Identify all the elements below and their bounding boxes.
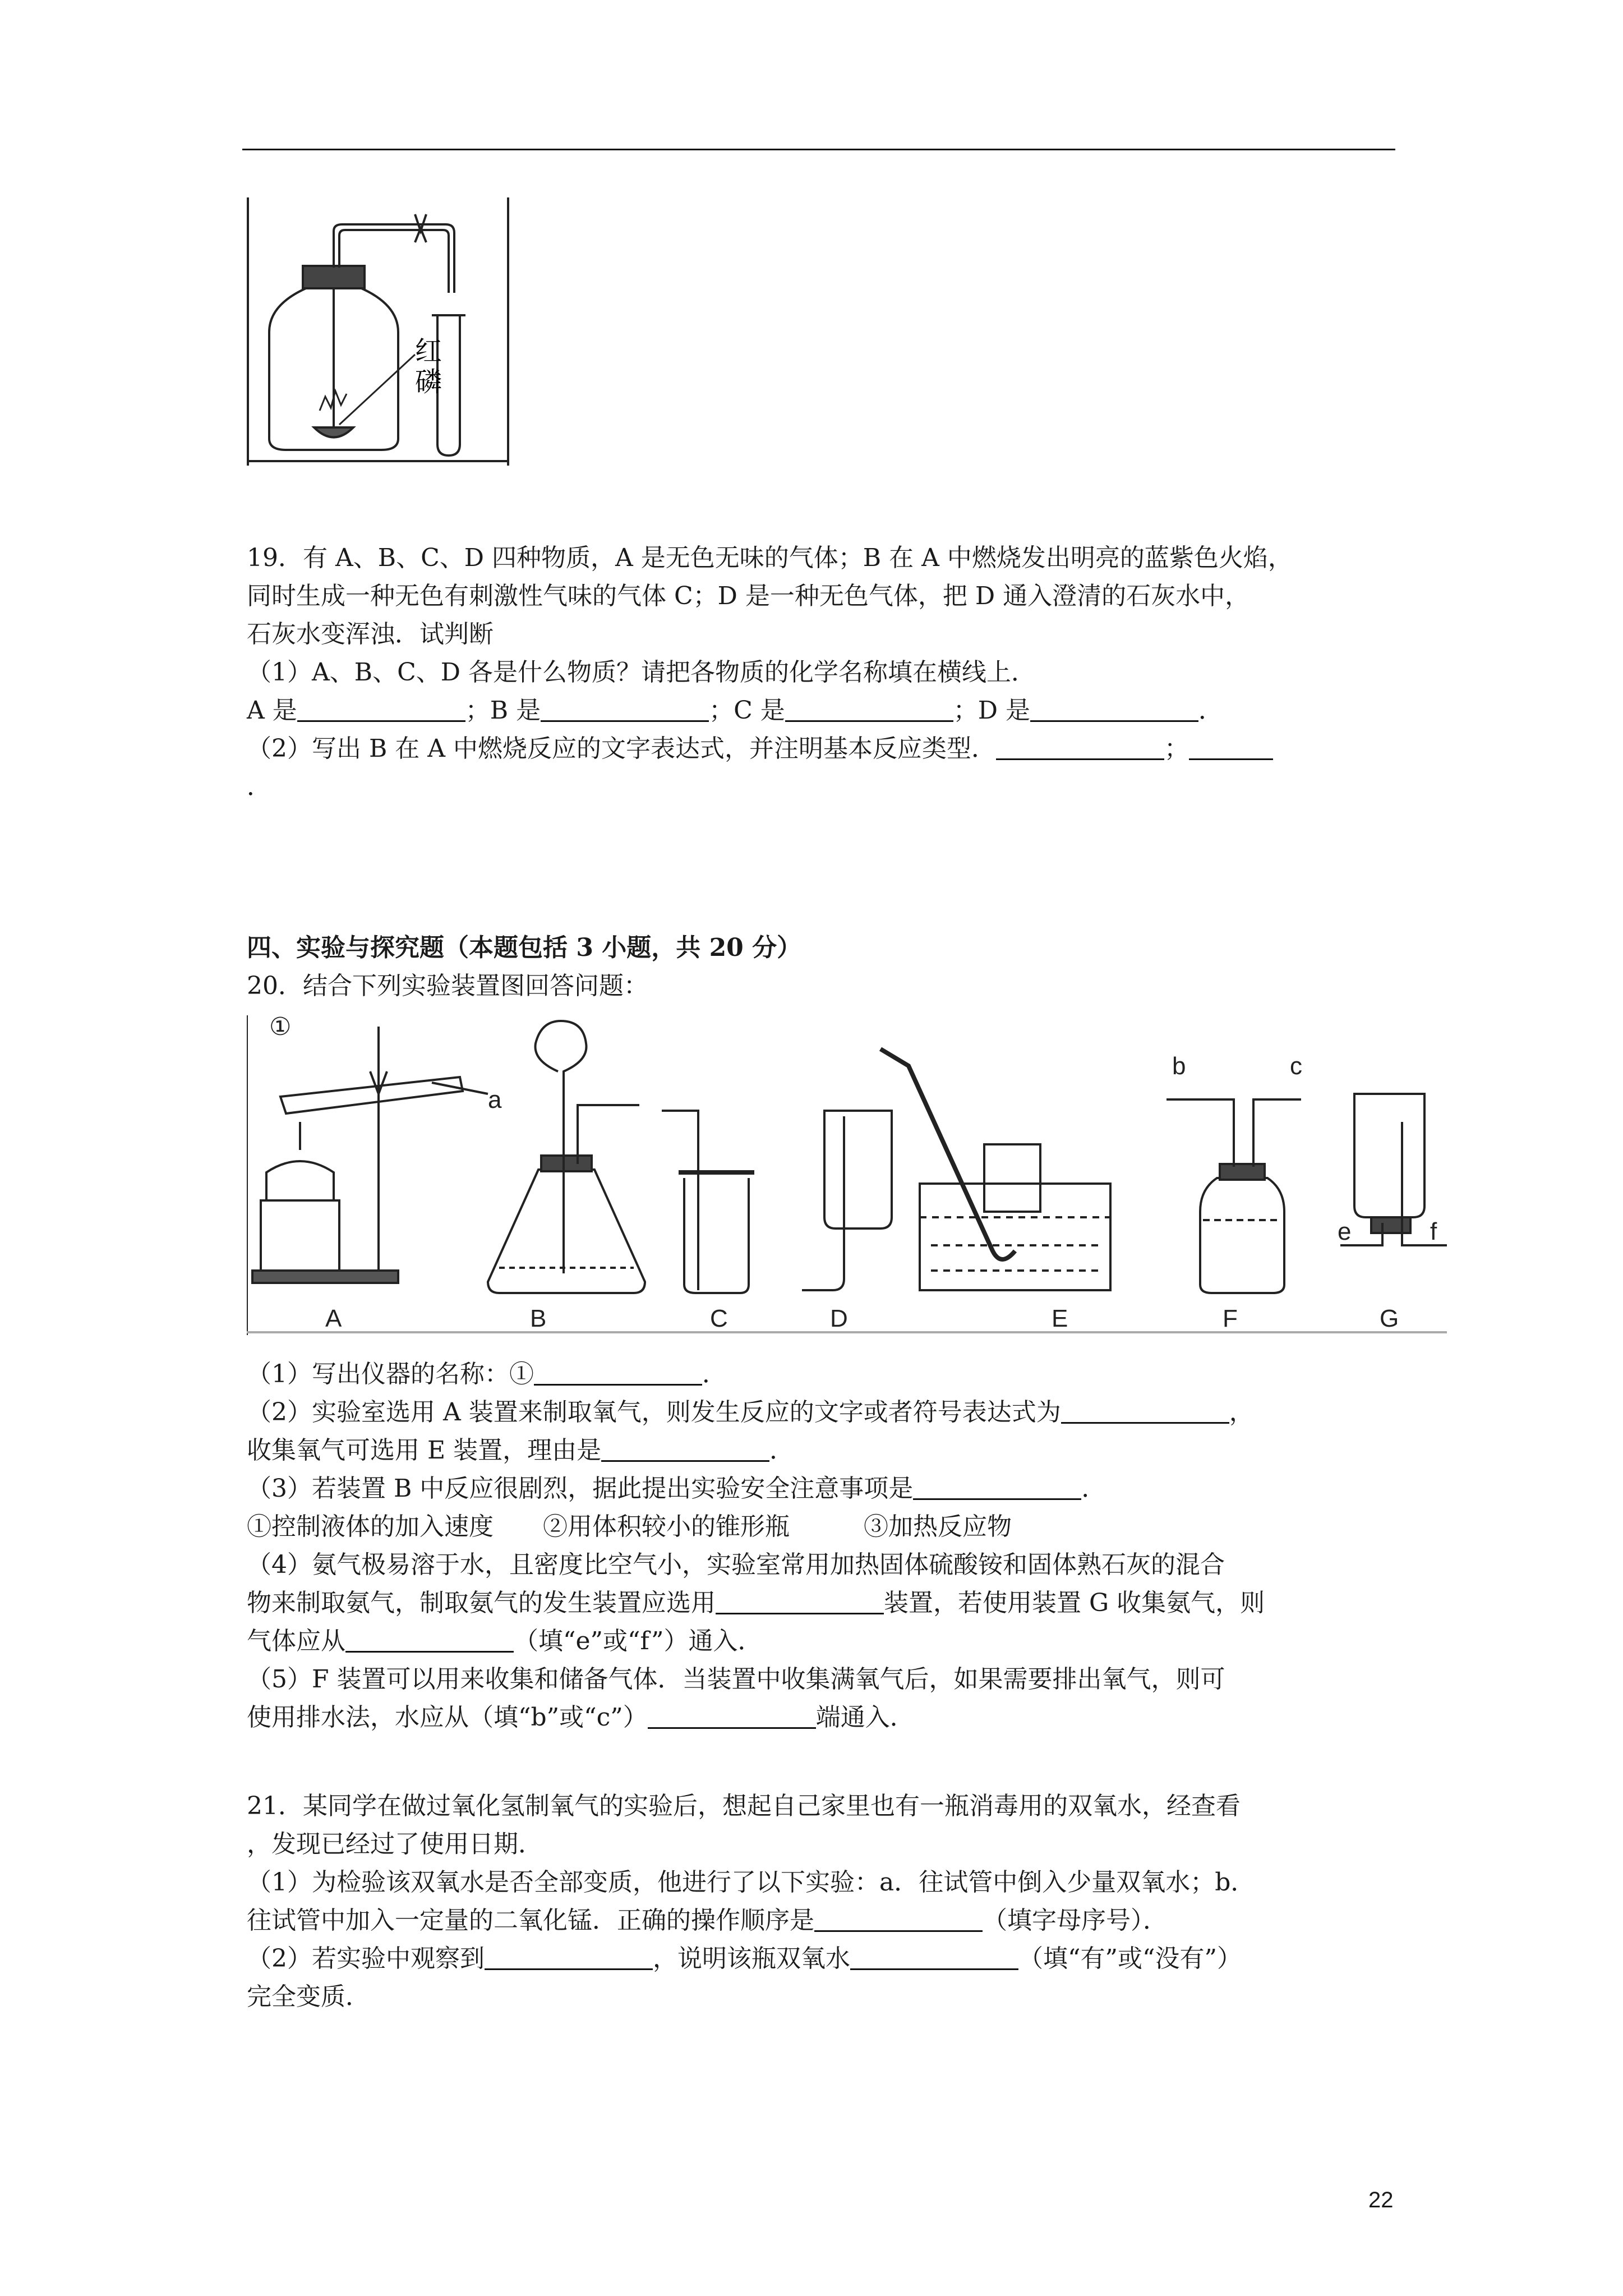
q20-sub2-text1: （2）实验室选用 A 装置来制取氧气，则发生反应的文字或者符号表达式为 <box>247 1398 1061 1427</box>
q20-sub4-text2a: 物来制取氨气，制取氨气的发生装置应选用 <box>247 1589 716 1617</box>
q20-sub3-options: ①控制液体的加入速度 ②用体积较小的锥形瓶 ③加热反应物 <box>247 1512 1012 1541</box>
q19-fill-line <box>247 694 1223 728</box>
q21-sub1-text2a: 往试管中加入一定量的二氧化锰．正确的操作顺序是 <box>247 1906 814 1935</box>
port-b-label: b <box>1172 1052 1186 1080</box>
q20-sub5-text2b: 端通入． <box>815 1703 915 1732</box>
q20-sub5-line1: （5）F 装置可以用来收集和储备气体．当装置中收集满氧气后，如果需要排出氧气，则可 <box>247 1665 1225 1694</box>
q20-sub5-text2a: 使用排水法，水应从（填“b”或“c”） <box>247 1703 648 1732</box>
answer-blank-expression[interactable] <box>996 734 1164 760</box>
q21-sub2-line1 <box>247 1942 1242 1976</box>
q19-d-label: ；D 是 <box>953 696 1031 725</box>
q20-sub2-line2 <box>247 1434 794 1467</box>
q21-sub2-text1b: ，说明该瓶双氧水 <box>653 1944 850 1973</box>
q20-sub2-line1 <box>247 1396 1254 1429</box>
answer-blank-observation[interactable] <box>485 1944 653 1970</box>
answer-blank-inlet[interactable] <box>345 1626 514 1653</box>
port-f-label: f <box>1430 1218 1437 1245</box>
apparatus-label-e: E <box>1052 1305 1068 1332</box>
q21-sub1-text2b: （填字母序号）． <box>983 1906 1168 1935</box>
page-number: 22 <box>1368 2188 1394 2212</box>
answer-blank-c[interactable] <box>785 696 953 722</box>
answer-blank-water-inlet[interactable] <box>648 1703 816 1729</box>
apparatus-label-a: A <box>325 1305 342 1332</box>
answer-blank-d[interactable] <box>1030 696 1198 722</box>
answer-blank-instrument[interactable] <box>534 1359 702 1386</box>
answer-blank-equation[interactable] <box>1061 1397 1229 1424</box>
q20-sub4-text3b: （填“e”或“f”）通入． <box>514 1627 763 1655</box>
q19-sub2: （2）写出 B 在 A 中燃烧反应的文字表达式，并注明基本反应类型． <box>247 734 997 763</box>
apparatus-label-g: G <box>1380 1305 1399 1332</box>
q20-sub3-line <box>247 1472 1106 1506</box>
q19-b-label: ；B 是 <box>465 696 541 725</box>
q19-c-label: ；C 是 <box>709 696 785 725</box>
apparatus-label-d: D <box>830 1305 848 1332</box>
q19-sub2-line <box>247 732 1273 766</box>
answer-blank-has-or-not[interactable] <box>850 1944 1018 1970</box>
port-a-label: a <box>488 1086 502 1114</box>
answer-blank-reaction-type[interactable] <box>1189 734 1273 760</box>
q20-sub4-text2b: 装置，若使用装置 G 收集氨气，则 <box>884 1589 1265 1617</box>
q20-sub3-end: ． <box>1081 1474 1106 1503</box>
q19-semicolon: ； <box>1164 734 1189 763</box>
apparatus-label-c: C <box>710 1305 728 1332</box>
section4-heading: 四、实验与探究题（本题包括 3 小题，共 20 分） <box>247 933 802 962</box>
q20-sub1: （1）写出仪器的名称：① <box>247 1360 534 1388</box>
q20-sub2-comma: ， <box>1229 1398 1254 1427</box>
q19-stem-line2: 同时生成一种无色有刺激性气味的气体 C；D 是一种无色气体，把 D 通入澄清的石灰水中， <box>247 582 1250 610</box>
port-c-label: c <box>1290 1052 1302 1080</box>
q21-sub1-line1: （1）为检验该双氧水是否全部变质，他进行了以下实验：a．往试管中倒入少量双氧水；b． <box>247 1868 1256 1897</box>
red-label: 红 <box>415 335 442 367</box>
marker-1-label: ① <box>269 1013 292 1041</box>
q20-sub1-line <box>247 1358 727 1391</box>
q20-sub3: （3）若装置 B 中反应很剧烈，据此提出实验安全注意事项是 <box>247 1474 914 1503</box>
q20-sub4-text3a: 气体应从 <box>247 1627 345 1655</box>
q20-sub4-line3 <box>247 1625 763 1658</box>
q19-a-label: A 是 <box>247 696 297 725</box>
q20-stem: 20．结合下列实验装置图回答问题： <box>247 972 648 1000</box>
q20-sub1-end: ． <box>702 1360 727 1388</box>
answer-blank-reason[interactable] <box>601 1435 769 1462</box>
answer-blank-safety[interactable] <box>913 1474 1081 1500</box>
q21-sub2-text1a: （2）若实验中观察到 <box>247 1944 485 1973</box>
apparatus-label-f: F <box>1223 1305 1238 1332</box>
q19-stem-line3: 石灰水变浑浊．试判断 <box>247 620 494 648</box>
q19-sub1: （1）A、B、C、D 各是什么物质？请把各物质的化学名称填在横线上． <box>247 658 1036 687</box>
q19-period: ． <box>1198 696 1224 725</box>
apparatus-label-b: B <box>530 1305 547 1332</box>
q21-sub2-text1c: （填“有”或“没有”） <box>1018 1944 1242 1973</box>
q20-sub4-line2 <box>247 1586 1265 1620</box>
answer-blank-generator[interactable] <box>716 1588 884 1614</box>
q20-sub2-text2: 收集氧气可选用 E 装置，理由是 <box>247 1436 602 1465</box>
q20-sub2-end: ． <box>769 1436 795 1465</box>
q21-stem-line1: 21．某同学在做过氧化氢制氧气的实验后，想起自己家里也有一瓶消毒用的双氧水，经查看 <box>247 1792 1241 1820</box>
q21-stem-line2: ，发现已经过了使用日期． <box>247 1830 543 1858</box>
answer-blank-order[interactable] <box>814 1906 983 1932</box>
header-rule <box>242 149 1395 150</box>
red-phosphorus-apparatus-figure <box>247 197 510 467</box>
q21-sub1-line2 <box>247 1904 1168 1938</box>
answer-blank-a[interactable] <box>297 696 465 722</box>
phosphorus-label: 磷 <box>415 366 442 398</box>
port-e-label: e <box>1338 1218 1352 1245</box>
q21-sub2-line2: 完全变质． <box>247 1982 370 2011</box>
q19-stem-line1: 19．有 A、B、C、D 四种物质，A 是无色无味的气体；B 在 A 中燃烧发出明亮的蓝紫色火焰， <box>247 544 1293 572</box>
answer-blank-b[interactable] <box>541 696 709 722</box>
lab-apparatus-figure <box>247 1010 1447 1341</box>
q20-sub5-line2 <box>247 1701 915 1734</box>
q20-sub4-line1: （4）氨气极易溶于水，且密度比空气小，实验室常用加热固体硫酸铵和固体熟石灰的混合 <box>247 1550 1225 1579</box>
q19-sub2-end: ． <box>247 772 271 801</box>
